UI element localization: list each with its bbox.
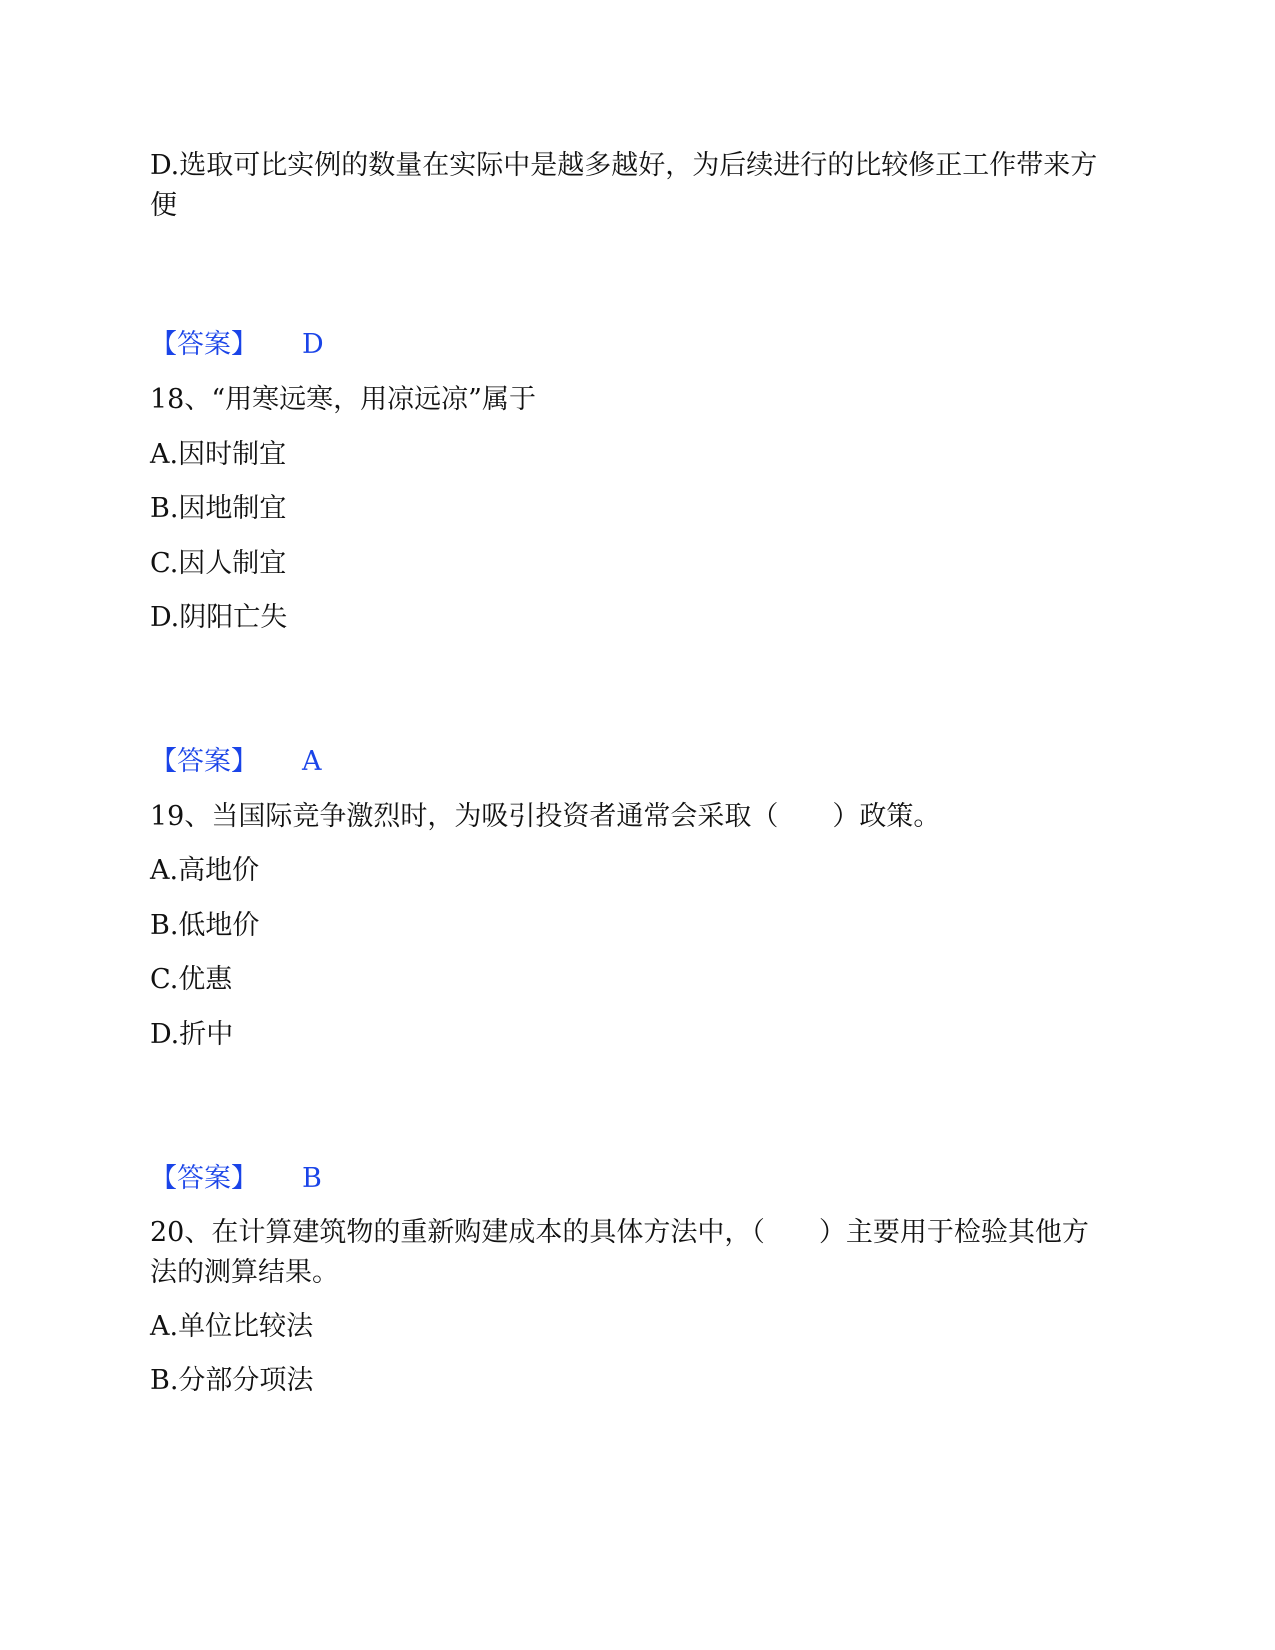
q19-option-b: B.低地价 [150,910,260,941]
q18-option-d: D.阴阳亡失 [150,602,288,633]
answer-17 [150,325,324,365]
answer-label: 【答案】 [150,746,258,777]
q20-option-a: A.单位比较法 [150,1311,314,1342]
q17-option-d: D.选取可比实例的数量在实际中是越多越好，为后续进行的比较修正工作带来方便 [150,150,1098,221]
answer-value: B [302,1163,322,1194]
q18-option-b: B.因地制宜 [150,493,287,524]
answer-label: 【答案】 [150,329,258,360]
q19-option-c: C.优惠 [150,964,233,995]
q18-option-c: C.因人制宜 [150,548,287,579]
q19-option-d: D.折中 [150,1019,234,1050]
q20-question: 20、在计算建筑物的重新购建成本的具体方法中，（ ）主要用于检验其他方法的测算结果。 [150,1217,1089,1288]
q19-option-a: A.高地价 [150,855,260,886]
answer-label: 【答案】 [150,1163,258,1194]
answer-18 [150,742,322,782]
q20-option-b: B.分部分项法 [150,1365,314,1396]
answer-value: A [302,746,322,777]
answer-value: D [302,329,324,360]
q18-option-a: A.因时制宜 [150,439,287,470]
q19-question: 19、当国际竞争激烈时，为吸引投资者通常会采取（ ）政策。 [150,801,941,832]
answer-19 [150,1159,322,1199]
q18-question: 18、“用寒远寒，用凉远凉”属于 [150,384,536,415]
